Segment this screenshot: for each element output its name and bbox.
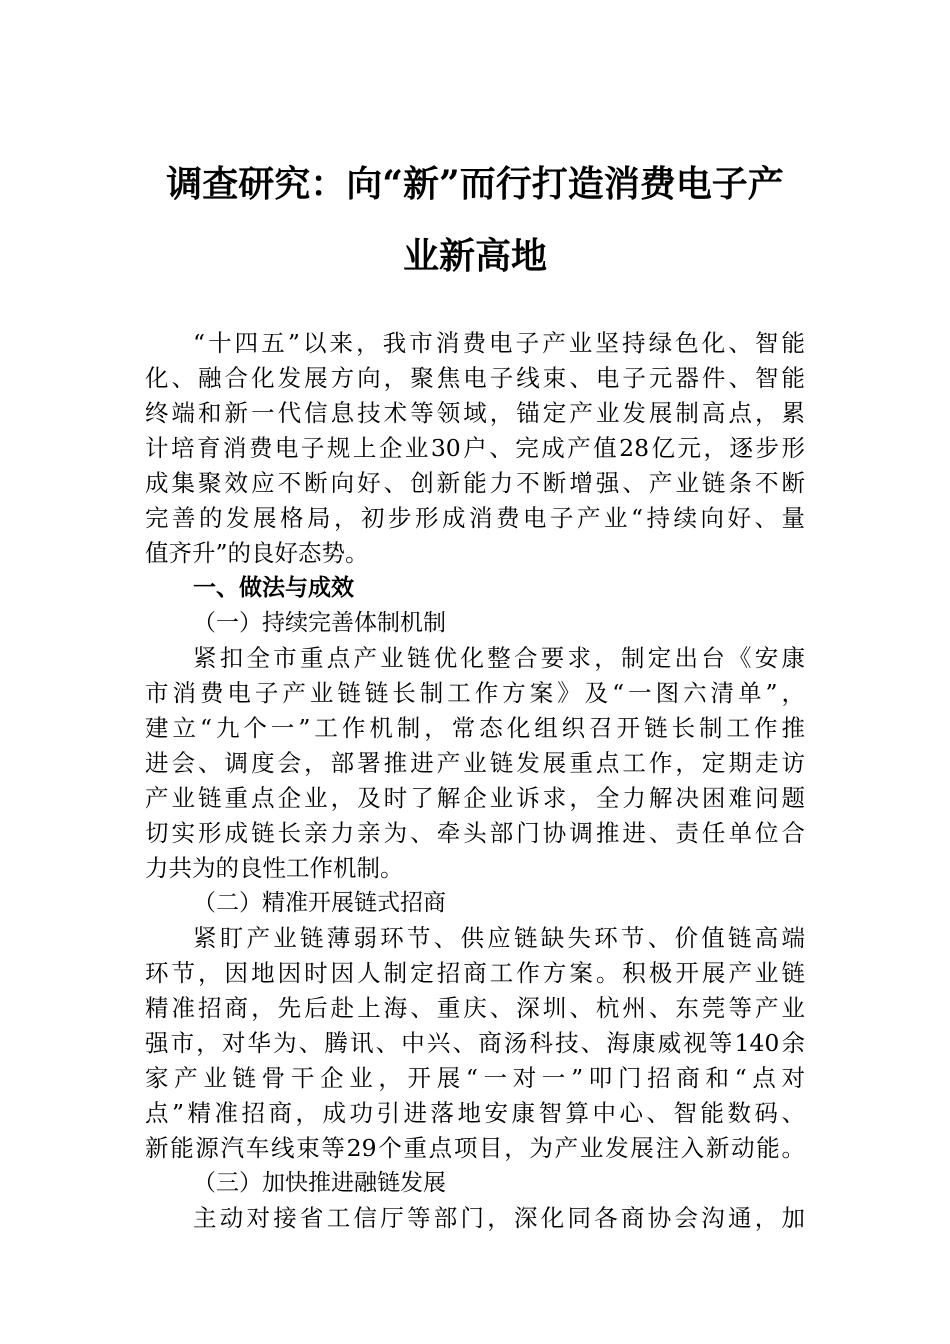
document-title-line-2: 业新高地 [402, 235, 547, 277]
subsection-heading: （二）精准开展链式招商 [193, 890, 446, 916]
paragraph-line: 新能源汽车线束等29个重点项目，为产业发展注入新动能。 [145, 1134, 805, 1162]
paragraph-line: 力共为的良性工作机制。 [145, 854, 404, 882]
subsection-heading: （三）加快推进融链发展 [193, 1170, 446, 1196]
paragraph-line: 切实形成链长亲力亲为、牵头部门协调推进、责任单位合 [145, 819, 805, 847]
intro-line: 成集聚效应不断向好、创新能力不断增强、产业链条不断 [145, 469, 805, 497]
paragraph-line: 精准招商，先后赴上海、重庆、深圳、杭州、东莞等产业 [145, 994, 805, 1022]
intro-line: 计培育消费电子规上企业30户、完成产值28亿元，逐步形 [145, 434, 805, 462]
paragraph-line: 紧扣全市重点产业链优化整合要求，制定出台《安康 [193, 644, 805, 672]
intro-line: 终端和新一代信息技术等领域，锚定产业发展制高点，累 [145, 399, 805, 427]
paragraph-line: 家产业链骨干企业，开展“一对一”叩门招商和“点对 [145, 1064, 805, 1092]
paragraph-line: 产业链重点企业，及时了解企业诉求，全力解决困难问题 [145, 784, 805, 812]
intro-line: 完善的发展格局，初步形成消费电子产业“持续向好、量 [145, 504, 805, 532]
section-heading: 一、做法与成效 [193, 575, 354, 601]
paragraph-line: 主动对接省工信厅等部门，深化同各商协会沟通，加 [193, 1204, 805, 1232]
paragraph-line: 强市，对华为、腾讯、中兴、商汤科技、海康威视等140余 [145, 1029, 805, 1057]
intro-line: 值齐升”的良好态势。 [145, 539, 369, 567]
paragraph-line: 点”精准招商，成功引进落地安康智算中心、智能数码、 [145, 1099, 805, 1127]
paragraph-line: 紧盯产业链薄弱环节、供应链缺失环节、价值链高端 [193, 924, 805, 952]
paragraph-line: 市消费电子产业链链长制工作方案》及“一图六清单”， [145, 679, 805, 707]
document-title-line-1: 调查研究：向“新”而行打造消费电子产 [166, 163, 784, 205]
subsection-heading: （一）持续完善体制机制 [193, 610, 446, 636]
paragraph-line: 建立“九个一”工作机制，常态化组织召开链长制工作推 [145, 714, 805, 742]
paragraph-line: 进会、调度会，部署推进产业链发展重点工作，定期走访 [145, 749, 805, 777]
intro-line: 化、融合化发展方向，聚焦电子线束、电子元器件、智能 [145, 364, 805, 392]
intro-line: “十四五”以来，我市消费电子产业坚持绿色化、智能 [193, 329, 805, 357]
paragraph-line: 环节，因地因时因人制定招商工作方案。积极开展产业链 [145, 959, 805, 987]
